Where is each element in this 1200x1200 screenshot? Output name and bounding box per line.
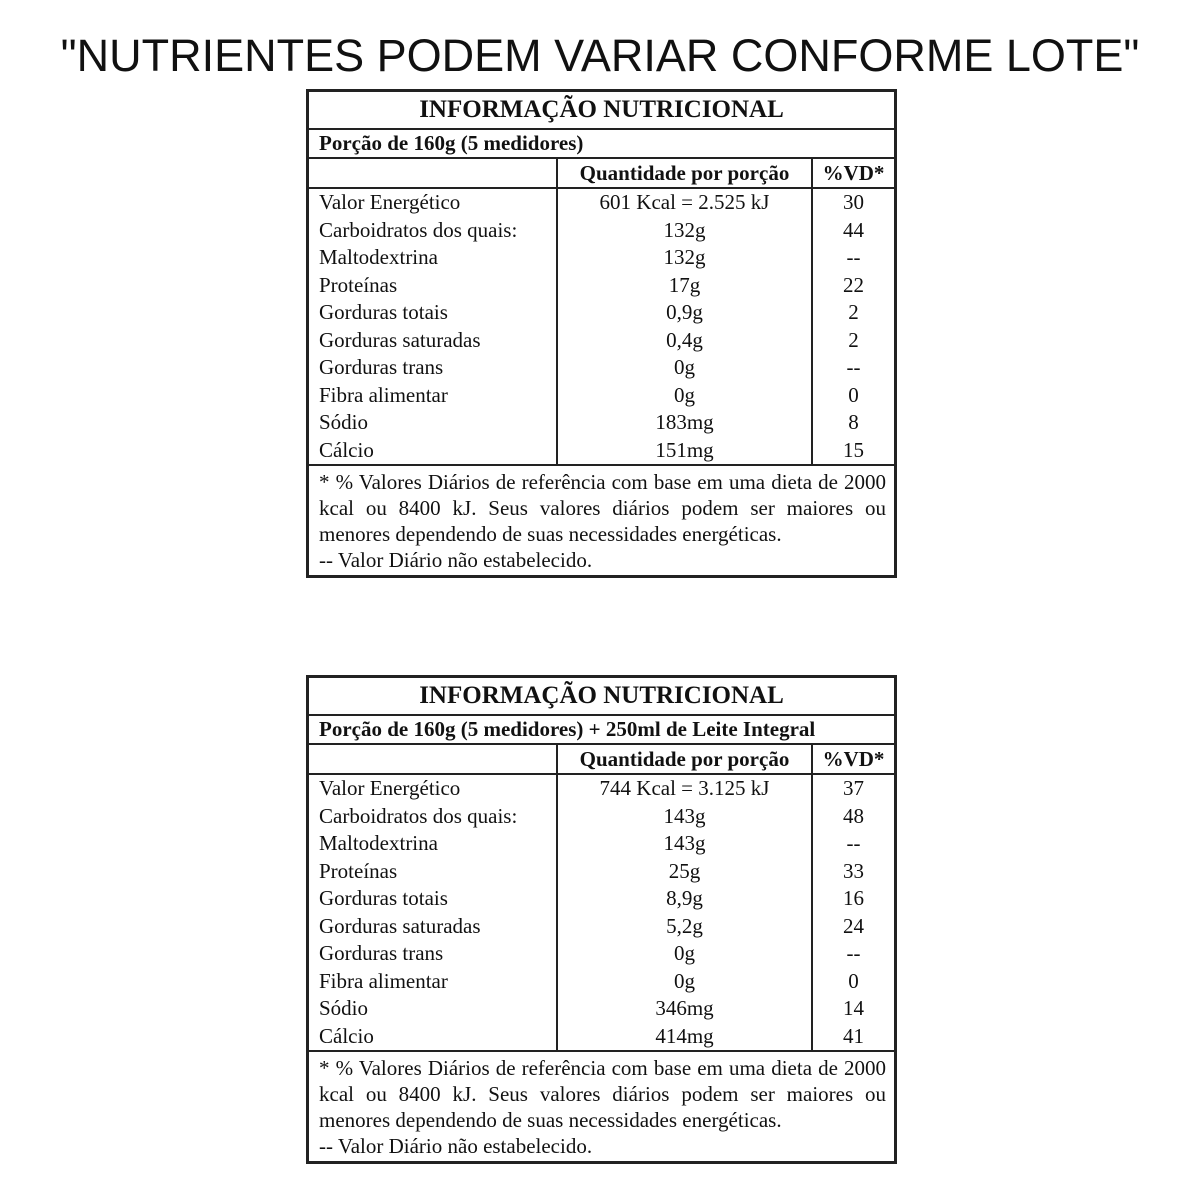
nutrient-daily-value: 33 bbox=[843, 858, 864, 883]
nutrient-row bbox=[309, 1023, 894, 1051]
nutrient-name: Gorduras saturadas bbox=[309, 913, 558, 941]
nutrient-daily-value: 16 bbox=[843, 886, 864, 910]
header-blank-cell bbox=[309, 745, 558, 773]
nutrition-table-plain bbox=[306, 89, 897, 578]
nutrient-quantity: 132g bbox=[558, 217, 813, 245]
nutrient-quantity: 601 Kcal = 2.525 kJ bbox=[558, 189, 813, 217]
nutrient-daily-value: 30 bbox=[843, 190, 864, 214]
nutrient-quantity: 8,9g bbox=[558, 885, 813, 913]
nutrient-name: Gorduras trans bbox=[309, 940, 558, 968]
footnote-text: * % Valores Diários de referência com base em uma dieta de 2000 kcal ou 8400 kJ. Seus valores diários podem ser maiores ou menores dependendo de suas necessidades energéticas. bbox=[319, 1056, 886, 1132]
nutrient-row bbox=[309, 299, 894, 327]
nutrient-daily-value: 48 bbox=[843, 803, 864, 828]
not-established-note: -- Valor Diário não estabelecido. bbox=[319, 1134, 593, 1158]
nutrient-quantity: 17g bbox=[558, 272, 813, 300]
nutrient-daily-value: 14 bbox=[843, 996, 864, 1020]
nutrient-row bbox=[309, 913, 894, 941]
nutrient-quantity: 5,2g bbox=[558, 913, 813, 941]
nutrient-row bbox=[309, 354, 894, 382]
nutrient-quantity: 143g bbox=[558, 830, 813, 858]
nutrient-row bbox=[309, 382, 894, 410]
nutrient-rows bbox=[309, 775, 894, 1050]
nutrient-daily-value: 37 bbox=[843, 776, 864, 800]
nutrient-quantity: 183mg bbox=[558, 409, 813, 437]
nutrient-row bbox=[309, 272, 894, 300]
nutrient-row bbox=[309, 217, 894, 245]
nutrient-daily-value: -- bbox=[846, 245, 861, 269]
portion-label: Porção de 160g (5 medidores) + 250ml de Leite Integral bbox=[309, 716, 894, 745]
nutrient-daily-value: 8 bbox=[848, 410, 859, 434]
nutrient-name: Proteínas bbox=[309, 858, 558, 886]
nutrient-daily-value: 2 bbox=[848, 300, 859, 324]
nutrient-daily-value: 24 bbox=[843, 913, 864, 938]
footnote-block bbox=[309, 464, 894, 575]
nutrient-name: Cálcio bbox=[309, 1023, 558, 1051]
header-daily-value: %VD* bbox=[822, 747, 885, 771]
not-established-note: -- Valor Diário não estabelecido. bbox=[319, 548, 593, 572]
nutrient-name: Maltodextrina bbox=[309, 244, 558, 272]
nutrient-daily-value: -- bbox=[846, 831, 861, 855]
nutrient-quantity: 0g bbox=[558, 382, 813, 410]
nutrient-name: Fibra alimentar bbox=[309, 968, 558, 996]
column-header-row bbox=[309, 745, 894, 775]
nutrient-quantity: 0g bbox=[558, 354, 813, 382]
nutrient-name: Proteínas bbox=[309, 272, 558, 300]
table-title: INFORMAÇÃO NUTRICIONAL bbox=[309, 678, 894, 716]
nutrient-row bbox=[309, 995, 894, 1023]
nutrient-row bbox=[309, 830, 894, 858]
footnote-text: * % Valores Diários de referência com base em uma dieta de 2000 kcal ou 8400 kJ. Seus valores diários podem ser maiores ou menores dependendo de suas necessidades energéticas. bbox=[319, 470, 886, 546]
nutrient-row bbox=[309, 437, 894, 465]
nutrient-row bbox=[309, 858, 894, 886]
nutrient-name: Carboidratos dos quais: bbox=[309, 217, 558, 245]
nutrient-quantity: 0g bbox=[558, 968, 813, 996]
nutrient-row bbox=[309, 244, 894, 272]
nutrient-name: Sódio bbox=[309, 995, 558, 1023]
footnote-block bbox=[309, 1050, 894, 1161]
column-header-row bbox=[309, 159, 894, 189]
header-blank-cell bbox=[309, 159, 558, 187]
nutrient-name: Carboidratos dos quais: bbox=[309, 803, 558, 831]
nutrient-quantity: 143g bbox=[558, 803, 813, 831]
nutrient-name: Gorduras totais bbox=[309, 885, 558, 913]
nutrient-row bbox=[309, 409, 894, 437]
nutrient-quantity: 346mg bbox=[558, 995, 813, 1023]
nutrient-quantity: 744 Kcal = 3.125 kJ bbox=[558, 775, 813, 803]
nutrient-row bbox=[309, 327, 894, 355]
nutrient-row bbox=[309, 775, 894, 803]
nutrient-name: Gorduras totais bbox=[309, 299, 558, 327]
nutrient-name: Cálcio bbox=[309, 437, 558, 465]
nutrient-row bbox=[309, 968, 894, 996]
nutrient-daily-value: -- bbox=[846, 355, 861, 379]
nutrient-daily-value: 2 bbox=[848, 327, 859, 352]
nutrient-daily-value: 22 bbox=[843, 272, 864, 297]
header-daily-value: %VD* bbox=[822, 161, 885, 185]
nutrient-quantity: 132g bbox=[558, 244, 813, 272]
table-title: INFORMAÇÃO NUTRICIONAL bbox=[309, 92, 894, 130]
nutrient-name: Sódio bbox=[309, 409, 558, 437]
nutrient-row bbox=[309, 940, 894, 968]
nutrient-name: Maltodextrina bbox=[309, 830, 558, 858]
nutrition-table-with-milk bbox=[306, 675, 897, 1164]
nutrient-daily-value: 41 bbox=[843, 1023, 864, 1048]
nutrient-daily-value: 15 bbox=[843, 437, 864, 462]
nutrient-name: Gorduras saturadas bbox=[309, 327, 558, 355]
nutrient-quantity: 0g bbox=[558, 940, 813, 968]
nutrient-row bbox=[309, 189, 894, 217]
nutrient-name: Valor Energético bbox=[309, 775, 558, 803]
header-quantity: Quantidade por porção bbox=[558, 745, 813, 773]
page-heading: "NUTRIENTES PODEM VARIAR CONFORME LOTE" bbox=[60, 30, 1140, 81]
nutrient-quantity: 25g bbox=[558, 858, 813, 886]
nutrient-name: Gorduras trans bbox=[309, 354, 558, 382]
nutrient-name: Fibra alimentar bbox=[309, 382, 558, 410]
nutrient-row bbox=[309, 803, 894, 831]
portion-label: Porção de 160g (5 medidores) bbox=[309, 130, 894, 159]
nutrient-quantity: 0,9g bbox=[558, 299, 813, 327]
nutrient-daily-value: 0 bbox=[848, 382, 859, 407]
nutrient-daily-value: 44 bbox=[843, 217, 864, 242]
nutrient-daily-value: -- bbox=[846, 941, 861, 965]
nutrient-quantity: 414mg bbox=[558, 1023, 813, 1051]
nutrient-quantity: 0,4g bbox=[558, 327, 813, 355]
nutrient-quantity: 151mg bbox=[558, 437, 813, 465]
nutrient-daily-value: 0 bbox=[848, 968, 859, 993]
nutrient-name: Valor Energético bbox=[309, 189, 558, 217]
header-quantity: Quantidade por porção bbox=[558, 159, 813, 187]
nutrient-row bbox=[309, 885, 894, 913]
nutrient-rows bbox=[309, 189, 894, 464]
